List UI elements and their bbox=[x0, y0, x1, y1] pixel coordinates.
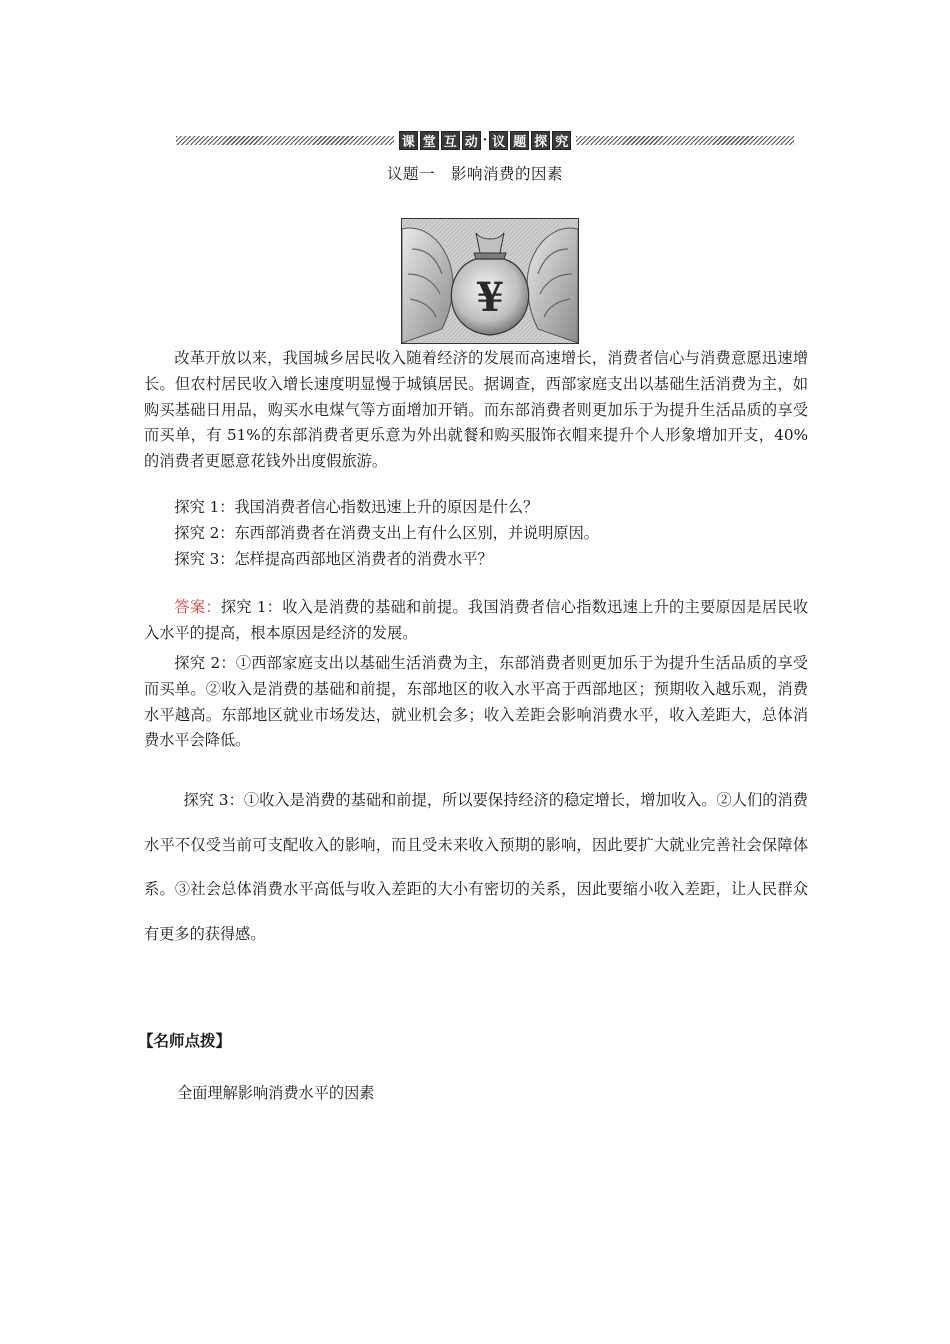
question-3: 探究 3：怎样提高西部地区消费者的消费水平？ bbox=[174, 550, 493, 568]
yen-symbol: ¥ bbox=[476, 274, 504, 321]
answer-1-text: 探究 1：收入是消费的基础和前提。我国消费者信心指数迅速上升的主要原因是居民收入水平的提高，根本原因是经济的发展。 bbox=[144, 598, 809, 642]
banner-char: 题 bbox=[510, 131, 529, 150]
banner-char: 互 bbox=[441, 131, 460, 150]
banner-char: 探 bbox=[531, 131, 550, 150]
teacher-tip-text: 全面理解影响消费水平的因素 bbox=[177, 1084, 375, 1102]
banner-char: 究 bbox=[552, 131, 571, 150]
money-bag-illustration bbox=[402, 219, 578, 343]
section-banner bbox=[176, 128, 794, 152]
banner-char: 议 bbox=[489, 131, 508, 150]
banner-dot: · bbox=[482, 132, 488, 148]
answer-label: 答案： bbox=[174, 598, 221, 616]
banner-char: 课 bbox=[399, 131, 418, 150]
teacher-tip-heading: 【名师点拨】 bbox=[138, 1031, 232, 1050]
question-2: 探究 2：东西部消费者在消费支出上有什么区别，并说明原因。 bbox=[174, 524, 599, 542]
question-1: 探究 1：我国消费者信心指数迅速上升的原因是什么？ bbox=[174, 498, 539, 516]
money-bag-image bbox=[401, 218, 579, 344]
banner-char: 堂 bbox=[420, 131, 439, 150]
banner-hatch-left bbox=[176, 136, 394, 145]
banner-hatch-right bbox=[576, 136, 794, 145]
answer-2: 探究 2：①西部家庭支出以基础生活消费为主，东部消费者则更加乐于为提升生活品质的享受而买单。②收入是消费的基础和前提，东部地区的收入水平高于西部地区；预期收入越乐观，消费水平越高。东部地区就业市场发达，就业机会多；收入差距会影响消费水平，收入差距大，总体消费水平会降低。 bbox=[144, 654, 808, 750]
answer-1 bbox=[144, 595, 808, 647]
banner-char: 动 bbox=[462, 131, 481, 150]
answer-3: 探究 3：①收入是消费的基础和前提，所以要保持经济的稳定增长，增加收入。②人们的消费水平不仅受当前可支配收入的影响，而且受未来收入预期的影响，因此要扩大就业完善社会保障体系。③社会总体消费水平高低与收入差距的大小有密切的关系，因此要缩小收入差距，让人民群众有更多的获得感。 bbox=[144, 791, 808, 943]
banner-label bbox=[398, 131, 573, 150]
intro-paragraph: 改革开放以来，我国城乡居民收入随着经济的发展而高速增长，消费者信心与消费意愿迅速增长。但农村居民收入增长速度明显慢于城镇居民。据调查，西部家庭支出以基础生活消费为主，如购买基础日用品，购买水电煤气等方面增加开销。而东部消费者则更加乐于为提升生活品质的享受而买单，有 51%的东部消费者更乐意为外出就餐和购买服饰衣帽来提升个人形象增加开支，40%的消费者更愿意花钱外出度假旅游。 bbox=[144, 349, 808, 471]
topic-title: 议题一 影响消费的因素 bbox=[386, 165, 563, 183]
